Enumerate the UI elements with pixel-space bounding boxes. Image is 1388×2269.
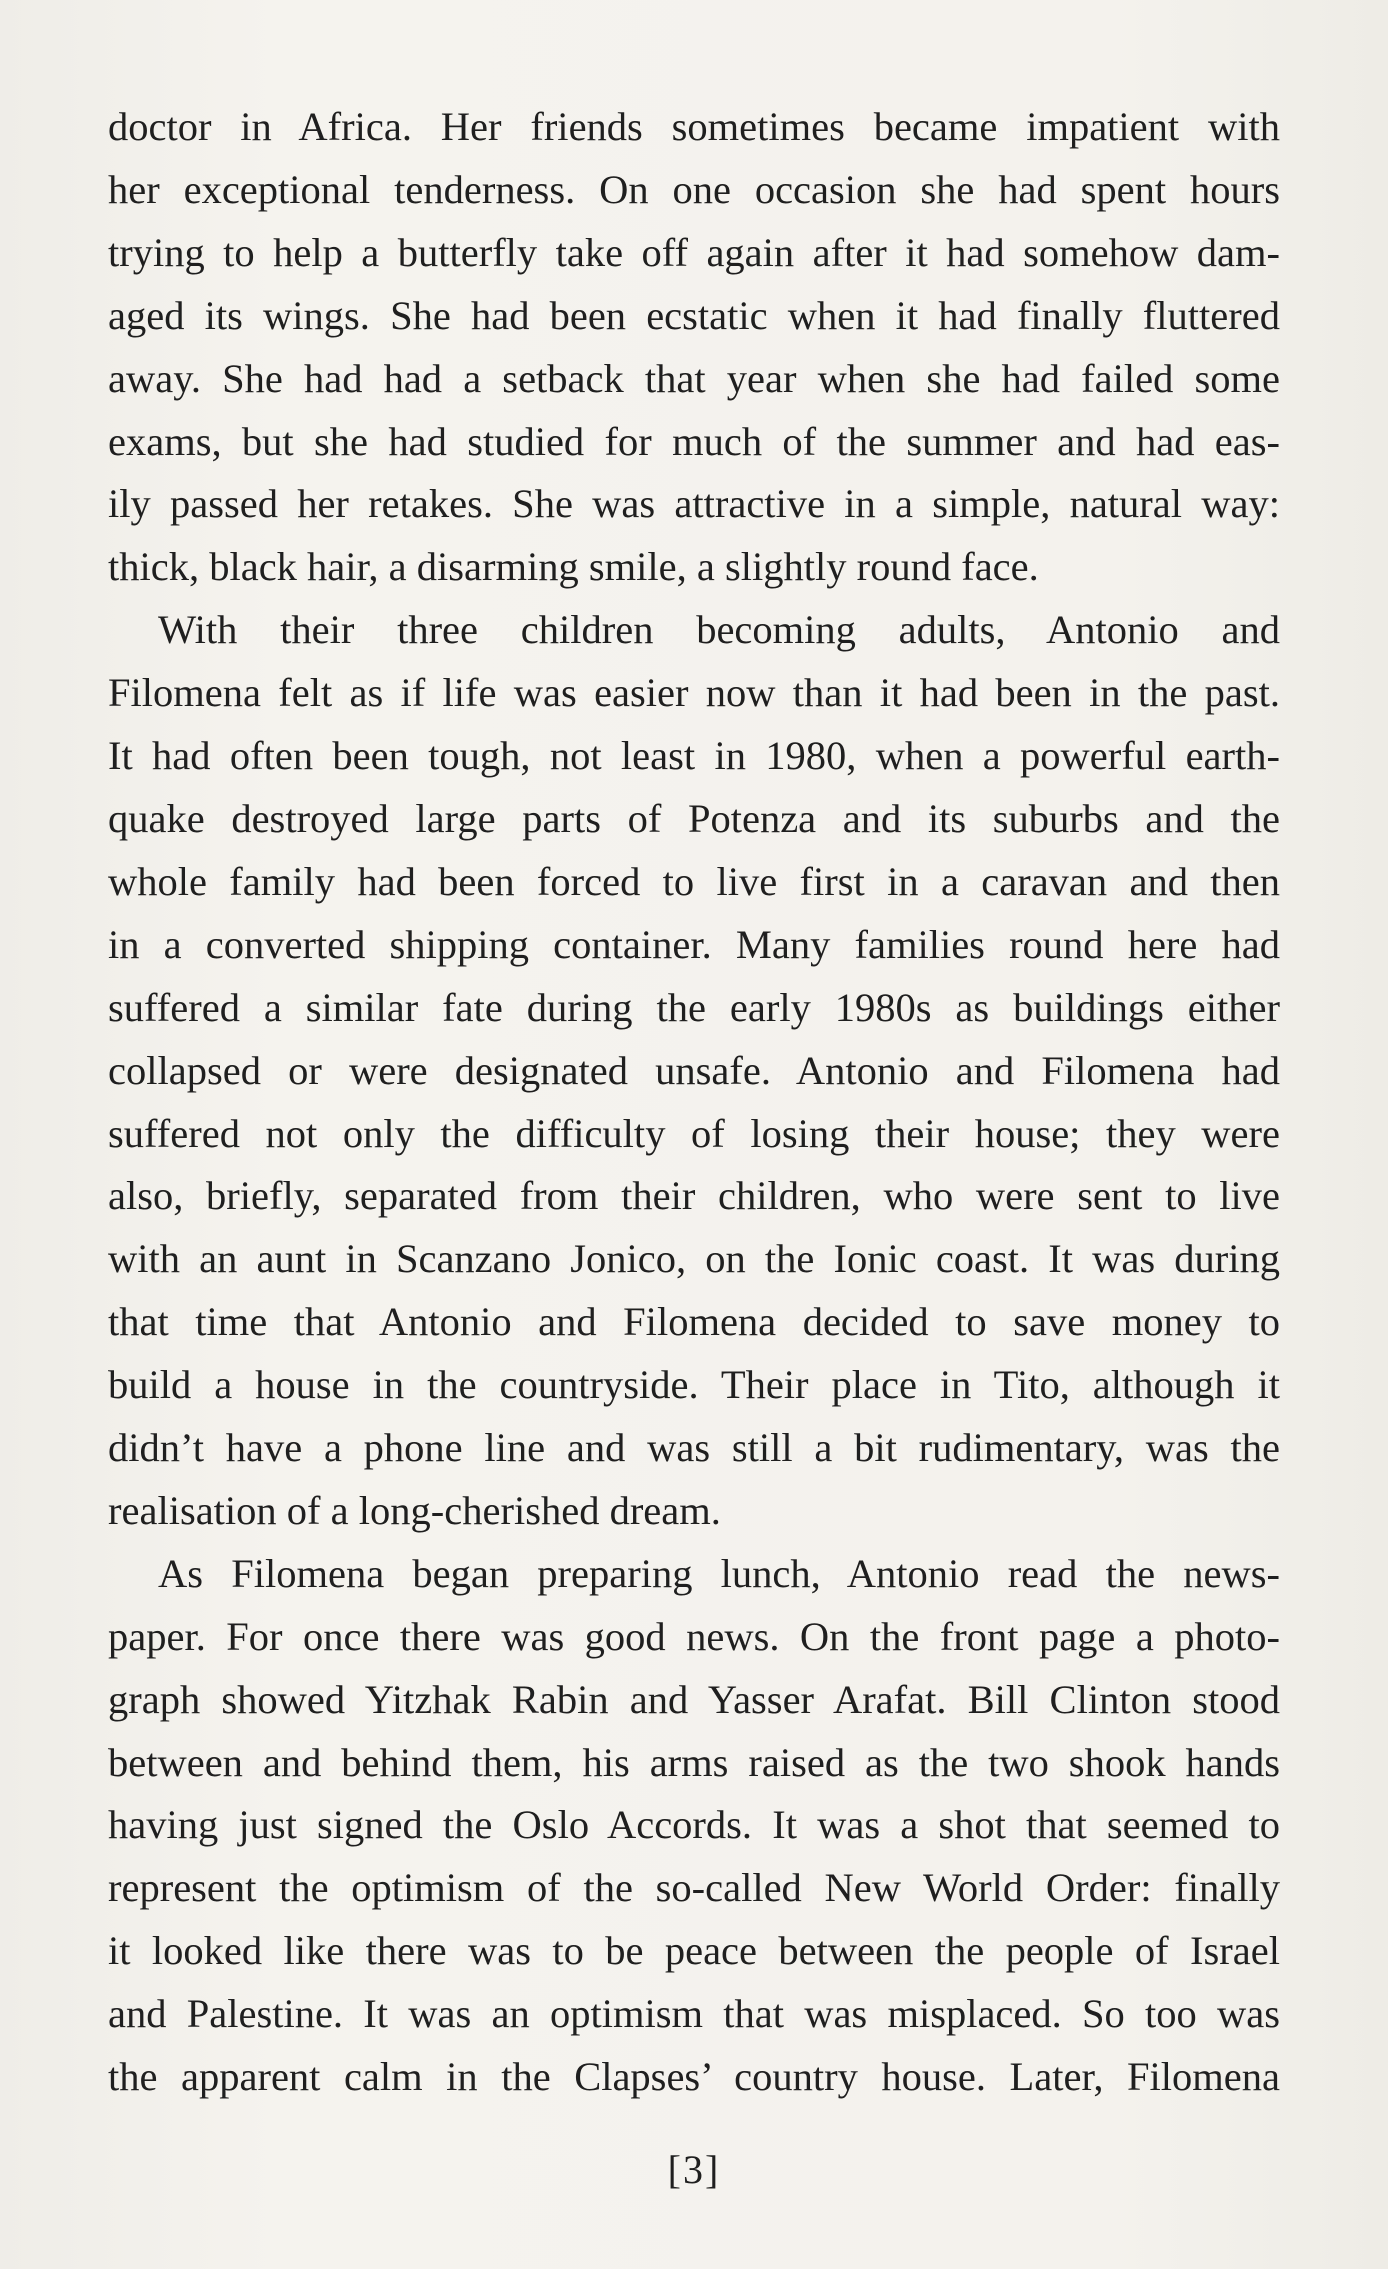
text-line: between and behind them, his arms raised as the two shook hands	[108, 1739, 1280, 1785]
text-line: represent the optimism of the so-called New World Order: finally	[108, 1865, 1280, 1911]
text-line: in a converted shipping container. Many families round here had	[108, 921, 1280, 967]
text-line: whole family had been forced to live first in a caravan and then	[108, 858, 1280, 904]
body-text	[108, 96, 1280, 2109]
text-line: paper. For once there was good news. On the front page a photo-	[108, 1613, 1280, 1659]
text-line: with an aunt in Scanzano Jonico, on the Ionic coast. It was during	[108, 1236, 1280, 1282]
text-line: Filomena felt as if life was easier now than it had been in the past.	[108, 670, 1280, 716]
text-line: away. She had had a setback that year when she had failed some	[108, 355, 1280, 401]
text-line: also, briefly, separated from their children, who were sent to live	[108, 1173, 1280, 1219]
page-number: [3]	[667, 2147, 721, 2192]
text-line: the apparent calm in the Clapses’ country house. Later, Filomena	[108, 2054, 1280, 2100]
text-line: suffered not only the difficulty of losing their house; they were	[108, 1110, 1280, 1156]
text-line: and Palestine. It was an optimism that was misplaced. So too was	[108, 1991, 1280, 2037]
text-line: As Filomena began preparing lunch, Antonio read the news-	[158, 1550, 1280, 1596]
text-line: having just signed the Oslo Accords. It was a shot that seemed to	[108, 1802, 1280, 1848]
text-line: trying to help a butterfly take off again after it had somehow dam-	[108, 229, 1280, 275]
text-line: it looked like there was to be peace between the people of Israel	[108, 1928, 1280, 1974]
text-line: didn’t have a phone line and was still a bit rudimentary, was the	[108, 1425, 1280, 1471]
text-line: aged its wings. She had been ecstatic when it had finally fluttered	[108, 292, 1280, 338]
text-line: that time that Antonio and Filomena decided to save money to	[108, 1299, 1280, 1345]
text-line: exams, but she had studied for much of the summer and had eas-	[108, 418, 1280, 464]
text-line: quake destroyed large parts of Potenza and its suburbs and the	[108, 795, 1280, 841]
text-line: It had often been tough, not least in 1980, when a powerful earth-	[108, 733, 1280, 779]
text-line: ily passed her retakes. She was attractive in a simple, natural way:	[108, 481, 1280, 527]
text-line: With their three children becoming adults, Antonio and	[158, 607, 1280, 653]
text-line: collapsed or were designated unsafe. Antonio and Filomena had	[108, 1047, 1280, 1093]
text-line: graph showed Yitzhak Rabin and Yasser Arafat. Bill Clinton stood	[108, 1676, 1280, 1722]
text-line: build a house in the countryside. Their place in Tito, although it	[108, 1362, 1280, 1408]
text-line: thick, black hair, a disarming smile, a slightly round face.	[108, 544, 1039, 590]
text-line: suffered a similar fate during the early 1980s as buildings either	[108, 984, 1280, 1030]
text-line: doctor in Africa. Her friends sometimes became impatient with	[108, 104, 1280, 149]
text-line: her exceptional tenderness. On one occasion she had spent hours	[108, 166, 1280, 212]
text-line: realisation of a long-cherished dream.	[108, 1487, 721, 1533]
